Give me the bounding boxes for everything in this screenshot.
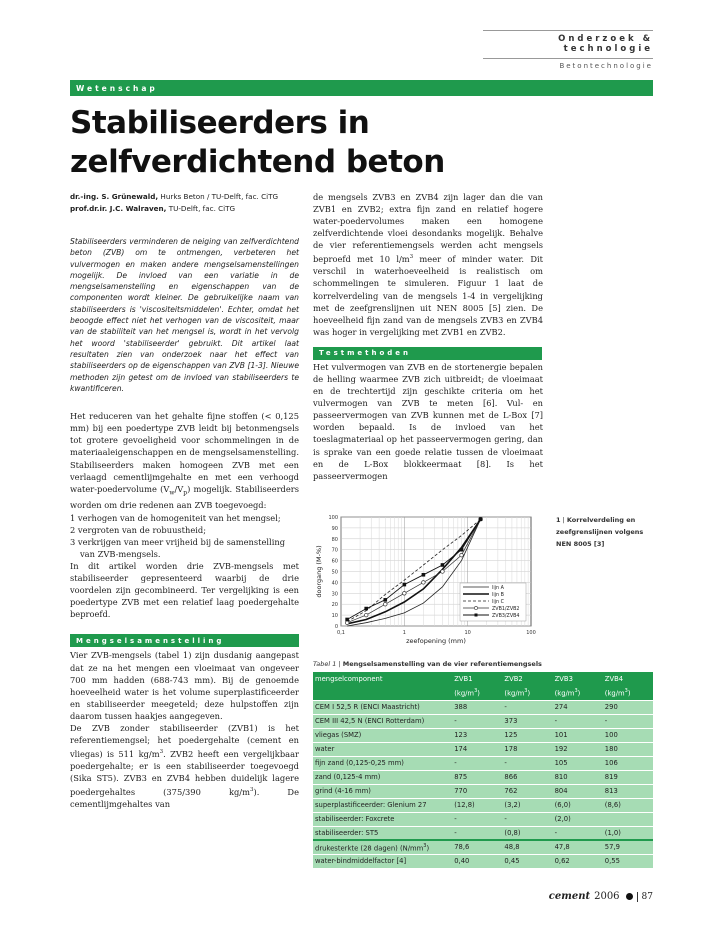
table-cell: 0,40 [452, 854, 502, 868]
mix-text-c: ). De cementlijmgehaltes van [70, 786, 299, 810]
table-cell: zand (0,125-4 mm) [313, 770, 452, 784]
table-cell: - [452, 826, 502, 840]
table-row [313, 714, 653, 728]
table-body [313, 700, 653, 840]
table-row [313, 728, 653, 742]
figure-number: 1 [556, 516, 561, 524]
header-cell: mengselcomponent [313, 672, 452, 686]
header-cell: ZVB4 [603, 672, 653, 686]
list-item: 3 verkrijgen van meer vrijheid bij de samenstelling van ZVB-mengsels. [70, 536, 286, 559]
table-cell: CEM I 52,5 R (ENCI Maastricht) [313, 700, 452, 714]
legend-label: lijn A [492, 586, 504, 591]
table-cell: (0,8) [502, 826, 552, 840]
superscript: 3 [409, 254, 414, 261]
title-line-1: Stabiliseerders in [70, 105, 370, 141]
data-point-zvb1-zvb2 [422, 581, 426, 585]
page-title [70, 104, 470, 182]
legend-marker [474, 606, 477, 609]
author-1-name: dr.-ing. S. Grünewald, [70, 192, 159, 201]
y-tick-label: 30 [331, 591, 338, 598]
section-bar-mengselsamenstelling [70, 634, 299, 647]
mix-paragraph-2 [70, 722, 299, 810]
page-number: 87 [637, 892, 653, 902]
table-cell: - [452, 756, 502, 770]
legend-label: lijn B [492, 593, 504, 598]
superscript: 3 [159, 749, 164, 756]
title-line-2: zelfverdichtend beton [70, 144, 445, 180]
table-cell: (2,0) [553, 812, 603, 826]
author-1-affiliation: Hurks Beton / TU-Delft, fac. CiTG [158, 192, 279, 201]
table-cell: (3,2) [502, 798, 552, 812]
data-point-zvb3-zvb4 [441, 563, 445, 567]
y-tick-label: 40 [331, 580, 338, 587]
table-cell: stabiliseerder: Foxcrete [313, 812, 452, 826]
y-axis-label: doorgang (M-%) [315, 545, 323, 598]
issue-dot-icon [626, 893, 633, 900]
author-2 [70, 203, 299, 215]
table-cell: - [502, 700, 552, 714]
table-cell: 770 [452, 784, 502, 798]
table-row [313, 784, 653, 798]
table-cell: CEM III 42,5 N (ENCI Rotterdam) [313, 714, 452, 728]
table-row [313, 742, 653, 756]
y-tick-label: 100 [328, 515, 338, 521]
table-cell: water-bindmiddelfactor [4] [313, 854, 452, 868]
data-point-zvb1-zvb2 [403, 592, 407, 596]
table-caption-text: Mengselsamenstelling van de vier referentiemengsels [342, 660, 542, 668]
mix-text-b: . ZVB2 heeft een vergelijkbaar poedergehalte; er is een stabiliseerder toegevoegd (Sika ST5). ZVB3 en ZVB4 hebben duidelijk lagere poedergehaltes (375/390 kg/m [70, 748, 299, 797]
intro-text: Het reduceren van het gehalte fijne stoffen (< 0,125 mm) bij een poedertype ZVB leidt bij betonmengsels tot grotere gevoeligheid voor schommelingen in de materiaaleigenschappen en de mengselsamenstelling. Stabiliseerders maken homogeen ZVB met een verlaagd cementlijmgehalte en met een verhoogd water-poedervolume ( [70, 411, 299, 494]
mix-text-a: De ZVB zonder stabiliseerder (ZVB1) is het referentiemengsel; het poedergehalte (cement en vliegas) is 511 kg/m [70, 722, 299, 759]
table-row [313, 700, 653, 714]
header-section: Onderzoek & technologie [483, 30, 653, 54]
right-paragraph-1 [313, 191, 543, 338]
table-cell: 290 [603, 700, 653, 714]
table-row [313, 854, 653, 868]
data-point-zvb3-zvb4 [460, 548, 464, 552]
grading-chart [313, 514, 543, 648]
data-point-zvb1-zvb2 [383, 602, 387, 606]
x-tick-label: 1 [402, 630, 406, 636]
table-cell: 48,8 [502, 840, 552, 854]
data-point-zvb1-zvb2 [460, 553, 464, 557]
table-cell: fijn zand (0,125-0,25 mm) [313, 756, 452, 770]
intro-tail: ) mogelijk. Stabiliseerders worden om drie redenen aan ZVB toegevoegd: [70, 483, 299, 511]
table-row [313, 812, 653, 826]
table-header-row [313, 672, 653, 686]
table-caption-prefix: Tabel 1 [313, 660, 337, 668]
table-cell: 762 [502, 784, 552, 798]
y-tick-label: 70 [331, 547, 338, 554]
table-cell: 105 [553, 756, 603, 770]
data-point-zvb3-zvb4 [364, 607, 368, 611]
data-point-zvb3-zvb4 [345, 618, 349, 622]
author-2-name: prof.dr.ir. J.C. Walraven, [70, 204, 167, 213]
header-cell: ZVB3 [553, 672, 603, 686]
mix-table [313, 672, 653, 868]
header-cell: ZVB2 [502, 672, 552, 686]
legend-marker [475, 614, 478, 617]
table-cell: stabiliseerder: ST5 [313, 826, 452, 840]
table-cell: - [452, 812, 502, 826]
header-cell: ZVB1 [452, 672, 502, 686]
table-cell: 192 [553, 742, 603, 756]
table-cell: 0,62 [553, 854, 603, 868]
table-cell: - [452, 714, 502, 728]
table-row [313, 756, 653, 770]
authors [70, 191, 299, 215]
table-cell: 0,55 [603, 854, 653, 868]
table-cell: 57,9 [603, 840, 653, 854]
table-row [313, 826, 653, 840]
table-cell: 819 [603, 770, 653, 784]
table-cell: vliegas (SMZ) [313, 728, 452, 742]
unit-cell: $(kg/m^3)$ [502, 686, 552, 700]
table-row [313, 798, 653, 812]
table-cell: 866 [502, 770, 552, 784]
table-row [313, 840, 653, 854]
x-tick-label: 100 [526, 630, 536, 636]
header-subsection: Betontechnologie [483, 58, 653, 70]
y-tick-label: 90 [331, 525, 338, 532]
footer-brand: cement [548, 891, 591, 902]
table-cell: - [603, 714, 653, 728]
table-cell: drukesterkte (28 dagen) $(N/mm^3)$ [313, 840, 452, 854]
table-cell: superplastificeerder: Glenium 27 [313, 798, 452, 812]
vw-symbol: V [163, 483, 170, 494]
data-point-zvb3-zvb4 [479, 517, 483, 521]
reasons-list [70, 512, 299, 560]
section-title-test: Testmethoden [319, 349, 412, 358]
table-cell: (12,8) [452, 798, 502, 812]
table-cell: (8,6) [603, 798, 653, 812]
right-column [313, 191, 543, 482]
data-point-zvb1-zvb2 [441, 570, 445, 574]
superscript: 3 [249, 787, 254, 794]
y-tick-label: 20 [331, 602, 338, 609]
table-cell: (1,0) [603, 826, 653, 840]
data-point-zvb3-zvb4 [403, 583, 407, 587]
page-footer [549, 891, 653, 902]
x-tick-label: 10 [464, 630, 471, 636]
table-cell: - [553, 714, 603, 728]
table-cell: 274 [553, 700, 603, 714]
table-cell: 123 [452, 728, 502, 742]
vp-subscript: p [183, 489, 188, 497]
table-summary [313, 840, 653, 868]
y-tick-label: 10 [331, 613, 338, 620]
table-unit-row [313, 686, 653, 700]
figure-1 [313, 514, 543, 648]
unit-cell: $(kg/m^3)$ [452, 686, 502, 700]
page-header [483, 30, 653, 70]
y-tick-label: 50 [331, 569, 338, 576]
category-label: Wetenschap [76, 83, 158, 93]
table-cell: 78,6 [452, 840, 502, 854]
intro-paragraph: Het reduceren van het gehalte fijne stoffen (< 0,125 mm) bij een poedertype ZVB leidt bij betonmengsels tot grotere gevoeligheid voor schommelingen in de materiaaleigenschappen en de mengselsamenstelling. Stabiliseerders maken homogeen ZVB met een verlaagd cementlijmgehalte en met een verhoogd water-poedervolume $(V_w/V_p)$ mogelijk. Stabiliseerders worden om drie redenen aan ZVB toegevoegd: [70, 411, 299, 511]
table-cell: 106 [603, 756, 653, 770]
table-cell: 810 [553, 770, 603, 784]
list-item: 1 verhogen van de homogeniteit van het mengsel; [70, 512, 281, 523]
table-cell: - [502, 756, 552, 770]
table-cell: (6,0) [553, 798, 603, 812]
x-axis-label: zeefopening (mm) [406, 637, 466, 645]
table-cell: 388 [452, 700, 502, 714]
y-tick-label: 0 [334, 624, 338, 630]
table-cell: 178 [502, 742, 552, 756]
table-cell: 47,8 [553, 840, 603, 854]
figure-caption: 1 | Korrelverdeling en zeefgrenslijnen volgens NEN 8005 [3] [556, 516, 644, 549]
left-column [70, 191, 299, 810]
author-1 [70, 191, 299, 203]
table-row [313, 770, 653, 784]
table-cell: water [313, 742, 452, 756]
footer-year: 2006 [594, 891, 620, 902]
x-tick-label: 0,1 [337, 630, 345, 636]
figure-caption-text: Korrelverdeling en zeefgrenslijnen volgens NEN 8005 [3] [556, 516, 644, 549]
header-cell [313, 686, 452, 700]
table-cell: 180 [603, 742, 653, 756]
table-cell: 174 [452, 742, 502, 756]
table-cell: 373 [502, 714, 552, 728]
legend-label: ZVB1/ZVB2 [492, 607, 520, 612]
table-caption: Tabel 1 | Mengselsamenstelling van de vier referentiemengsels [313, 660, 542, 668]
mix-paragraph-1: Vier ZVB-mengsels (tabel 1) zijn dusdanig aangepast dat ze na het mengen een vloeimaat van ongeveer 700 mm hadden (688-743 mm). Bij de genoemde hoeveelheid water is het volume superplastificeerder en stabiliseerder meegeteld; deze hulpstoffen zijn daarom tussen haakjes aangegeven. [70, 650, 299, 721]
right-text-b: meer of minder water. Dit verschil in waterhoeveelheid is realistisch om schommelingen te simuleren. Figuur 1 laat de korrelverdeling van de mengsels 1-4 in vergelijking met de zeefgrenslijnen uit NEN 8005 [5] zien. De hoeveelheid fijn zand van de mengsels ZVB3 en ZVB4 was hoger in vergelijking met ZVB1 en ZVB2. [313, 254, 543, 337]
author-2-affiliation: TU-Delft, fac. CiTG [166, 204, 236, 213]
data-point-zvb1-zvb2 [364, 613, 368, 617]
table-cell: - [502, 812, 552, 826]
data-point-zvb1-zvb2 [345, 621, 349, 625]
unit-cell: $(kg/m^3)$ [553, 686, 603, 700]
category-bar [70, 80, 653, 96]
section-title-mix: Mengselsamenstelling [76, 636, 225, 645]
table-cell: 813 [603, 784, 653, 798]
list-item: 2 vergroten van de robuustheid; [70, 524, 207, 535]
table-cell: 804 [553, 784, 603, 798]
test-paragraph: Het vulvermogen van ZVB en de stortenergie bepalen de helling waarmee ZVB zich uitbreidt; de vloeimaat en de trechtertijd zijn geschikte criteria om het vulvermogen van ZVB te meten [6]. Vul- en passeervermogen van ZVB kunnen met de L-Box [7] worden bepaald. Is de invloed van het toeslagmateriaal op het passeervermogen gering, dan is sprake van een goede relatie tussen de vloeimaat en de L-Box blokkeermaat [8]. Is het passeervermogen [313, 361, 543, 481]
table-cell: - [553, 826, 603, 840]
data-point-zvb3-zvb4 [422, 573, 426, 577]
vp-symbol: V [177, 483, 184, 494]
table-cell [603, 812, 653, 826]
legend-label: ZVB3/ZVB4 [492, 614, 520, 619]
table-cell: 875 [452, 770, 502, 784]
table-cell: 125 [502, 728, 552, 742]
intro-paragraph-2: In dit artikel worden drie ZVB-mengsels met stabiliseerder gepresenteerd waarbij de drie voordelen zijn gecombineerd. Ter vergelijking is een poedertype ZVB met een relatief laag poedergehalte beproefd. [70, 560, 299, 620]
y-tick-label: 80 [331, 536, 338, 543]
right-text-a: de mengsels ZVB3 en ZVB4 zijn lager dan die van ZVB1 en ZVB2; extra fijn zand en relatief hogere water-poedervolumes maken een homogene zelfverdichtende vloei desondanks mogelijk. Behalve de vier referentiemengsels werden acht mengsels beproefd met 10 l/m [313, 192, 543, 265]
unit-cell: $(kg/m^3)$ [603, 686, 653, 700]
abstract: Stabiliseerders verminderen de neiging van zelfverdichtend beton (ZVB) om te ontmengen, verbeteren het vulvermogen en maken andere mengselsamenstellingen mogelijk. De invloed van een variatie in de mengselsamenstelling en eigenschappen van de componenten wordt kleiner. De gebruikelijke naam van stabiliseerders is 'viscositeitsmiddelen'. Echter, omdat het beoogde effect niet het verhogen van de viscositeit, maar van de stabiliteit van het mengsel is, wordt in het vervolg het woord 'stabiliseerder' gebruikt. Dit artikel laat resultaten zien van onderzoek naar het effect van stabiliseerders op de eigenschappen van ZVB [1-3]. Nieuwe methoden zijn getest om de invloed van stabiliseerders te kwantificeren. [70, 237, 299, 393]
data-point-zvb3-zvb4 [383, 598, 387, 602]
table-cell: 100 [603, 728, 653, 742]
table-cell: 101 [553, 728, 603, 742]
y-tick-label: 60 [331, 558, 338, 565]
table-cell: 0,45 [502, 854, 552, 868]
section-bar-testmethoden [313, 347, 542, 360]
legend-label: lijn C [492, 600, 504, 605]
vw-subscript: w [169, 489, 175, 497]
table-cell: grind (4-16 mm) [313, 784, 452, 798]
